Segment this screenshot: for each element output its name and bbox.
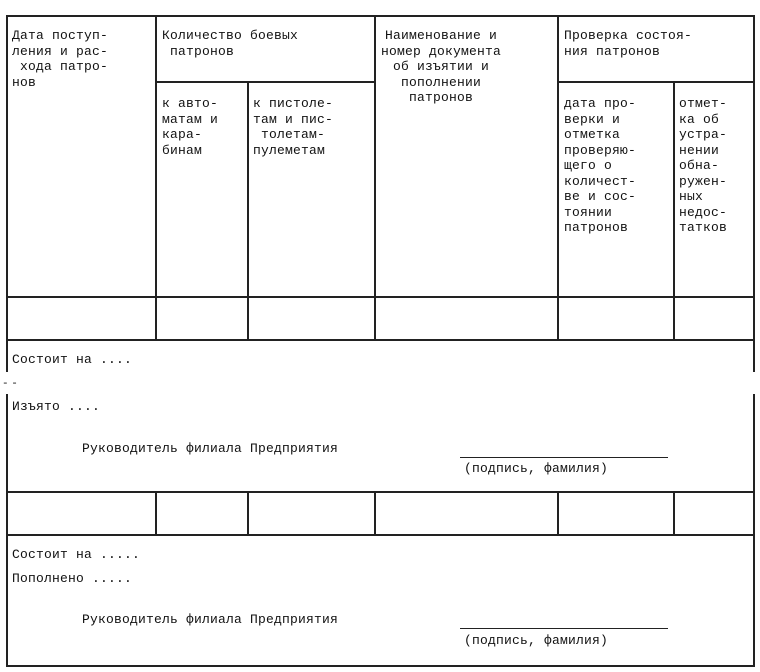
table-right-border-lower xyxy=(753,394,755,666)
page-break-marks: - - xyxy=(2,378,16,390)
header-check-group: Проверка состоя- ния патронов xyxy=(564,28,693,59)
header-bottom-rule xyxy=(6,296,755,298)
subheader-rule-right xyxy=(558,81,754,83)
section2-sign-caption: (подпись, фамилия) xyxy=(464,633,609,648)
header-date: Дата поступ- ления и рас- хода патро- нов xyxy=(12,28,109,90)
col-divider-2 xyxy=(247,81,249,339)
row2-divider-2 xyxy=(247,491,249,534)
col-divider-5 xyxy=(673,81,675,339)
header-check-date: дата про- верки и отметка проверяю- щего о количест- ве и сос- тоянии патронов xyxy=(564,96,637,235)
section2-head-label: Руководитель филиала Предприятия xyxy=(82,612,339,627)
row2-divider-5 xyxy=(673,491,675,534)
section1-status: Состоит на .... xyxy=(12,352,133,367)
col-divider-1 xyxy=(155,15,157,339)
empty-row-2-bottom-rule xyxy=(6,534,755,536)
empty-row-bottom-rule xyxy=(6,339,755,341)
row2-divider-1 xyxy=(155,491,157,534)
section2-status: Состоит на ..... xyxy=(12,547,141,562)
section1-head-label: Руководитель филиала Предприятия xyxy=(82,441,339,456)
section1-sign-caption: (подпись, фамилия) xyxy=(464,461,609,476)
header-document: Наименование и номер документа об изъятии и пополнении патронов xyxy=(381,28,502,105)
header-pistols: к пистоле- там и пис- толетам- пулеметам xyxy=(253,96,334,158)
empty-row-2-top-rule xyxy=(6,491,755,493)
row2-divider-4 xyxy=(557,491,559,534)
table-left-border xyxy=(6,15,8,372)
header-remedy-mark: отмет- ка об устра- нении обна- ружен- ных недос- татков xyxy=(679,96,728,235)
row2-divider-3 xyxy=(374,491,376,534)
section1-signature-line xyxy=(460,457,668,458)
section1-withdrawn: Изъято .... xyxy=(12,399,101,414)
section2-signature-line xyxy=(460,628,668,629)
header-quantity-group: Количество боевых патронов xyxy=(162,28,299,59)
table-top-border xyxy=(6,15,755,17)
subheader-rule-left xyxy=(156,81,375,83)
table-left-border-lower xyxy=(6,394,8,666)
col-divider-4 xyxy=(557,15,559,339)
page-break-gap xyxy=(0,372,760,394)
col-divider-3 xyxy=(374,15,376,339)
table-right-border xyxy=(753,15,755,372)
table-bottom-border xyxy=(6,665,755,667)
header-rifles: к авто- матам и кара- бинам xyxy=(162,96,219,158)
section2-replenished: Пополнено ..... xyxy=(12,571,133,586)
